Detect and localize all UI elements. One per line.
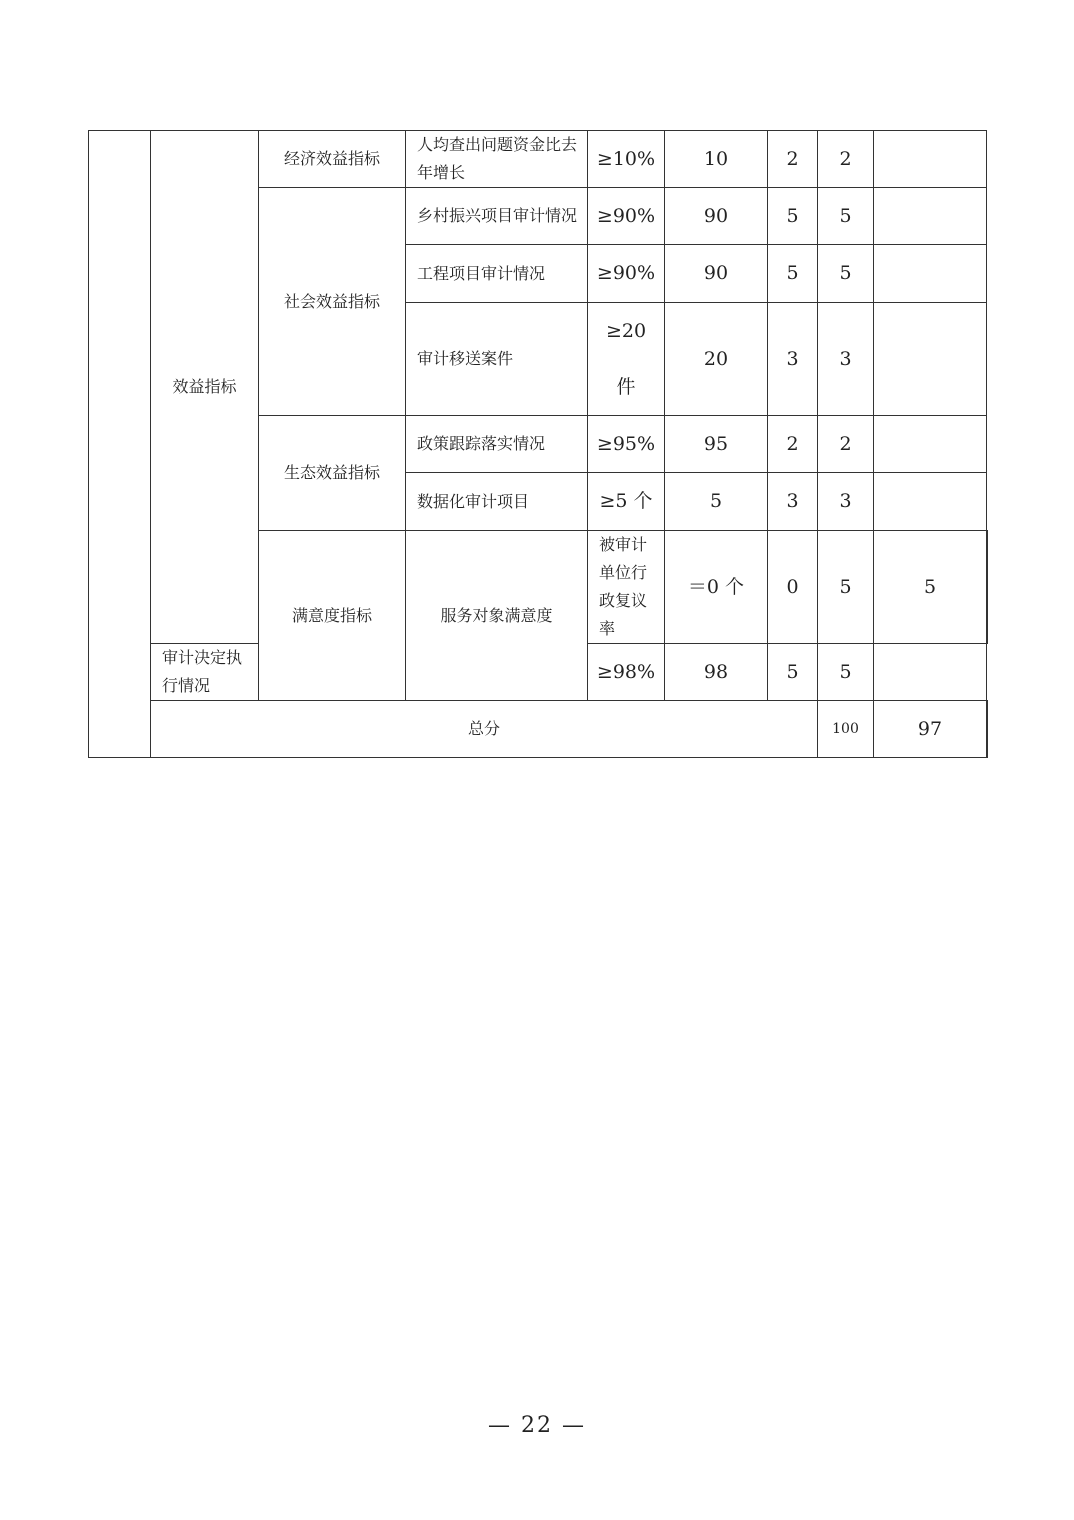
level2-cell: 服务对象满意度 [406,531,588,701]
note-cell [874,303,987,416]
indicator-cell: 人均查出问题资金比去年增长 [406,131,588,188]
target-cell [588,303,665,416]
total-note [987,701,988,758]
target-cell: ≥90% [588,188,665,245]
score-cell: 5 [818,245,874,303]
weight-cell: 5 [768,644,818,701]
weight-cell: 5 [818,531,874,644]
actual-cell: 0 [768,531,818,644]
score-cell: 2 [818,416,874,473]
page-number: — 22 — [488,1413,586,1438]
score-cell: 3 [818,303,874,416]
indicator-cell: 数据化审计项目 [406,473,588,531]
category-cell [89,131,151,758]
note-cell [874,131,987,188]
total-label: 总分 [151,701,818,758]
total-score: 97 [874,701,987,758]
level2-cell: 经济效益指标 [259,131,406,188]
total-row [89,701,988,758]
performance-table [88,130,988,758]
note-cell [874,245,987,303]
actual-cell: 95 [665,416,768,473]
target-cell: ≥5 个 [588,473,665,531]
note-cell [874,188,987,245]
actual-cell: 90 [665,245,768,303]
indicator-cell: 审计移送案件 [406,303,588,416]
level1-cell: 效益指标 [151,131,259,644]
target-cell: ≥98% [588,644,665,701]
target-cell: ≥95% [588,416,665,473]
level1-cell: 满意度指标 [259,531,406,701]
indicator-cell: 乡村振兴项目审计情况 [406,188,588,245]
table-row [89,131,988,188]
score-cell: 5 [818,644,874,701]
indicator-cell: 工程项目审计情况 [406,245,588,303]
weight-cell: 3 [768,303,818,416]
actual-cell: 20 [665,303,768,416]
target-text: ≥20件 [605,320,647,398]
weight-cell: 5 [768,245,818,303]
actual-cell: 5 [665,473,768,531]
note-cell [987,531,988,644]
note-cell [874,644,987,701]
score-cell: 5 [818,188,874,245]
weight-cell: 2 [768,416,818,473]
indicator-cell: 被审计单位行政复议率 [588,531,665,644]
total-weight: 100 [818,701,874,758]
weight-cell: 3 [768,473,818,531]
weight-cell: 2 [768,131,818,188]
target-cell: ＝0 个 [665,531,768,644]
weight-cell: 5 [768,188,818,245]
note-cell [874,473,987,531]
actual-cell: 10 [665,131,768,188]
actual-cell: 98 [665,644,768,701]
actual-cell: 90 [665,188,768,245]
score-cell: 3 [818,473,874,531]
target-cell: ≥10% [588,131,665,188]
note-cell [874,416,987,473]
indicator-cell: 审计决定执行情况 [151,644,259,701]
target-cell: ≥90% [588,245,665,303]
score-cell: 2 [818,131,874,188]
score-cell: 5 [874,531,987,644]
indicator-cell: 政策跟踪落实情况 [406,416,588,473]
level2-cell: 生态效益指标 [259,416,406,531]
level2-cell: 社会效益指标 [259,188,406,416]
